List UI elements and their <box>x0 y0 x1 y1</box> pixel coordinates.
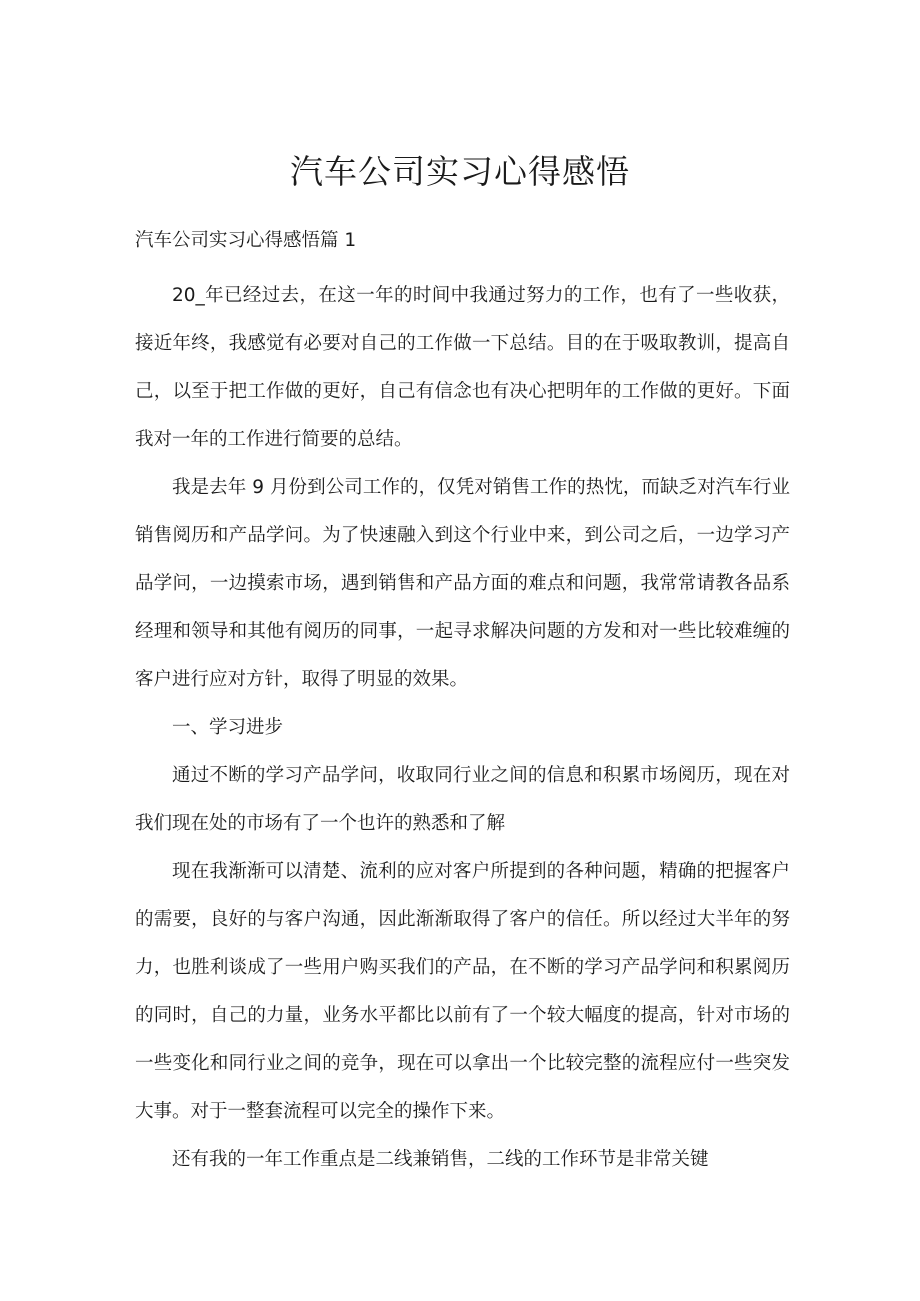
paragraph-2: 我是去年 9 月份到公司工作的，仅凭对销售工作的热忱，而缺乏对汽车行业销售阅历和产品学问。为了快速融入到这个行业中来，到公司之后，一边学习产品学问，一边摸索市场，遇到销售和产品方面的难点和问题，我常常请教各品系经理和领导和其他有阅历的同事，一起寻求解决问题的方发和对一些比较难缠的客户进行应对方针，取得了明显的效果。 <box>135 477 790 690</box>
document-title: 汽车公司实习心得感悟 <box>290 152 630 191</box>
section-heading-learning: 一、学习进步 <box>172 717 284 738</box>
paragraph-5: 还有我的一年工作重点是二线兼销售，二线的工作环节是非常关键 <box>172 1149 709 1170</box>
paragraph-4: 现在我渐渐可以清楚、流利的应对客户所提到的各种问题，精确的把握客户的需要，良好的与客户沟通，因此渐渐取得了客户的信任。所以经过大半年的努力，也胜利谈成了一些用户购买我们的产品，在不断的学习产品学问和积累阅历的同时，自己的力量，业务水平都比以前有了一个较大幅度的提高，针对市场的一些变化和同行业之间的竞争，现在可以拿出一个比较完整的流程应付一些突发大事。对于一整套流程可以完全的操作下来。 <box>135 861 790 1122</box>
paragraph-1: 20_年已经过去，在这一年的时间中我通过努力的工作，也有了一些收获，接近年终，我感觉有必要对自己的工作做一下总结。目的在于吸取教训，提高自己，以至于把工作做的更好，自己有信念也有决心把明年的工作做的更好。下面我对一年的工作进行简要的总结。 <box>135 285 790 450</box>
paragraph-3: 通过不断的学习产品学问，收取同行业之间的信息和积累市场阅历，现在对我们现在处的市场有了一个也许的熟悉和了解 <box>135 765 790 834</box>
document-body <box>135 272 790 1184</box>
section-subtitle: 汽车公司实习心得感悟篇 1 <box>135 230 357 251</box>
